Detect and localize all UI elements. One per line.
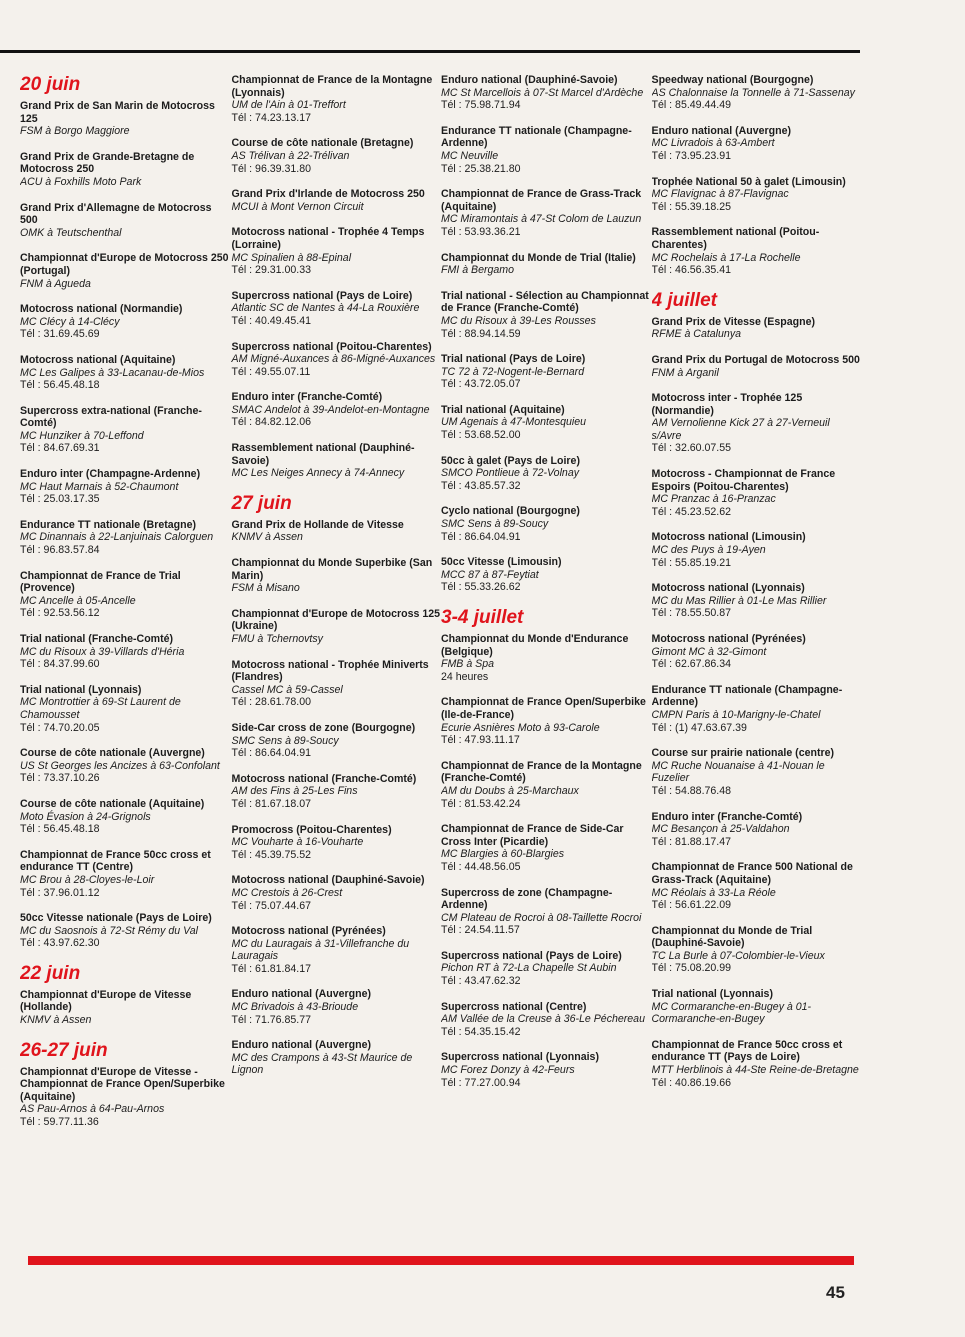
event-title: Grand Prix d'Allemagne de Motocross 500 (20, 201, 212, 227)
event-phone: Tél : 61.81.84.17 (231, 962, 312, 975)
event-organizer: MC Vouharte à 16-Vouharte (231, 836, 364, 849)
event-entry (441, 353, 652, 391)
event-title: Championnat d'Europe de Vitesse (Hollande) (20, 988, 192, 1014)
event-title: Motocross national (Normandie) (20, 303, 183, 316)
event-organizer: MC Crestois à 26-Crest (231, 886, 343, 899)
event-title: Grand Prix d'Irlande de Motocross 250 (231, 188, 425, 201)
event-title: Enduro inter (Champagne-Ardenne) (20, 468, 201, 481)
event-phone: Tél : 77.27.00.94 (441, 1076, 521, 1089)
event-title: Trial national (Franche-Comté) (20, 633, 174, 645)
event-entry (20, 912, 231, 950)
event-phone: Tél : 28.61.78.00 (231, 696, 312, 709)
event-title: Supercross national (Poitou-Charentes) (231, 340, 432, 353)
event-title: Championnat de France 50cc cross et endurance TT (Pays de Loire) (651, 1038, 843, 1064)
event-entry (232, 824, 442, 862)
event-entry (652, 811, 863, 849)
event-entry (232, 442, 442, 480)
event-entry (652, 633, 863, 671)
event-title: Grand Prix de Hollande de Vitesse (231, 518, 404, 531)
event-phone: Tél : 54.88.76.48 (651, 784, 732, 797)
event-title: Speedway national (Bourgogne) (651, 74, 814, 86)
event-phone: Tél : 47.93.11.17 (441, 734, 520, 747)
event-title: Grand Prix de San Marin de Motocross 125 (20, 100, 215, 125)
event-title: Trophée National 50 à galet (Limousin) (651, 175, 846, 188)
event-title: Championnat de France de la Montagne (Franche-Comté) (441, 759, 642, 785)
event-title: Course de côte nationale (Aquitaine) (20, 797, 205, 810)
event-entry (652, 531, 863, 569)
event-phone: Tél : 78.55.50.87 (651, 607, 732, 620)
event-phone: Tél : (1) 47.63.67.39 (651, 721, 747, 734)
event-title: Championnat d'Europe de Motocross 250 (Portugal) (20, 252, 229, 277)
event-organizer: CM Plateau de Rocroi à 08-Taillette Rocroi (441, 911, 642, 924)
event-entry (232, 659, 442, 709)
event-organizer: Cassel MC à 59-Cassel (231, 683, 343, 696)
event-organizer: MC Cormaranche-en-Bugey à 01-Cormaranche-en-Bugey (651, 1000, 812, 1026)
event-organizer: FNM à Agueda (20, 277, 91, 290)
event-title: Enduro inter (Franche-Comté) (651, 810, 803, 823)
event-title: 50cc Vitesse (Limousin) (441, 556, 562, 569)
event-organizer: MC Rochelais à 17-La Rochelle (651, 251, 801, 264)
event-title: Championnat du Monde Superbike (San Marin) (231, 557, 433, 582)
event-entry (441, 74, 652, 112)
event-phone: Tél : 55.85.19.21 (651, 556, 732, 569)
event-title: Championnat de France 500 National de Grass-Track (Aquitaine) (651, 861, 853, 886)
event-phone: Tél : 56.45.48.18 (20, 823, 100, 836)
event-phone: Tél : 40.86.19.66 (651, 1076, 732, 1089)
event-entry (441, 1051, 652, 1089)
event-organizer: ACU à Foxhills Moto Park (20, 175, 142, 188)
event-entry (441, 760, 652, 810)
event-organizer: MC Brou à 28-Cloyes-le-Loir (20, 873, 155, 886)
date-heading: 20 juin (20, 74, 81, 95)
event-phone: Tél : 54.35.15.42 (441, 1025, 521, 1038)
event-title: Championnat de France Open/Superbike (Ile-de-France) (441, 696, 646, 721)
event-organizer: FSM à Borgo Maggiore (20, 125, 130, 138)
event-phone: 24 heures (441, 670, 489, 683)
event-title: Motocross inter - Trophée 125 (Normandie) (651, 392, 803, 417)
event-entry (20, 633, 231, 671)
event-title: Motocross - Championnat de France Espoirs (Poitou-Charentes) (651, 468, 836, 493)
event-title: Supercross national (Lyonnais) (441, 1051, 599, 1064)
event-entry (232, 1039, 442, 1077)
top-rule (0, 50, 860, 53)
event-organizer: MC Brivadois à 43-Brioude (231, 1001, 359, 1014)
event-entry (20, 684, 231, 734)
event-organizer: MC Pranzac à 16-Pranzac (651, 493, 776, 506)
event-entry (441, 188, 652, 238)
date-heading: 27 juin (231, 492, 292, 514)
event-entry (20, 100, 231, 138)
event-entry (441, 455, 652, 493)
event-organizer: MC Flavignac à 87-Flavignac (651, 188, 789, 201)
event-title: Course de côte nationale (Bretagne) (231, 137, 414, 150)
event-title: Supercross national (Centre) (441, 1000, 587, 1013)
event-phone: Tél : 53.93.36.21 (441, 225, 521, 238)
event-organizer: Gimont MC à 32-Gimont (651, 645, 767, 658)
event-phone: Tél : 81.53.42.24 (441, 797, 521, 810)
event-entry (652, 925, 863, 975)
event-organizer: SMAC Andelot à 39-Andelot-en-Montagne (231, 403, 430, 416)
column-2 (231, 74, 442, 1254)
event-organizer: MTT Herblinois à 44-Ste Reine-de-Bretagne (651, 1064, 859, 1077)
event-phone: Tél : 74.70.20.05 (20, 721, 100, 734)
event-title: Trial national (Pays de Loire) (441, 353, 586, 366)
event-phone: Tél : 96.39.31.80 (231, 162, 312, 175)
event-organizer: FMI à Bergamo (441, 264, 515, 277)
event-title: Championnat d'Europe de Motocross 125 (Ukraine) (231, 607, 441, 633)
event-title: Motocross national (Pyrénées) (231, 925, 386, 938)
event-phone: Tél : 32.60.07.55 (651, 442, 732, 455)
event-title: Championnat du Monde de Trial (Italie) (441, 251, 636, 264)
event-title: Rassemblement national (Poitou-Charentes) (651, 226, 820, 251)
event-organizer: MC Hunziker à 70-Leffond (20, 429, 144, 442)
event-title: Endurance TT nationale (Bretagne) (20, 518, 196, 531)
event-entry (652, 125, 863, 163)
event-title: Grand Prix de Vitesse (Espagne) (651, 315, 815, 328)
event-phone: Tél : 46.56.35.41 (651, 264, 732, 277)
event-phone: Tél : 43.85.57.32 (441, 479, 521, 492)
event-organizer: AM Vallée de la Creuse à 36-Le Péchereau (441, 1013, 645, 1026)
event-phone: Tél : 31.69.45.69 (20, 328, 100, 341)
event-title: Supercross de zone (Champagne-Ardenne) (441, 886, 613, 912)
event-title: Endurance TT nationale (Champagne-Ardenne) (651, 683, 843, 709)
event-title: Promocross (Poitou-Charentes) (231, 823, 392, 836)
event-entry (652, 354, 863, 379)
event-entry (232, 137, 442, 175)
event-organizer: Moto Évasion à 24-Grignols (20, 810, 151, 823)
event-entry (20, 405, 231, 455)
event-phone: Tél : 85.49.44.49 (651, 99, 732, 112)
event-phone: Tél : 25.38.21.80 (441, 162, 521, 175)
event-title: Trial national (Aquitaine) (441, 403, 565, 416)
event-organizer: MC Les Neiges Annecy à 74-Annecy (231, 467, 405, 480)
event-entry (232, 226, 442, 276)
event-entry (232, 74, 442, 124)
event-title: Motocross national (Dauphiné-Savoie) (231, 874, 425, 887)
event-organizer: MC Besançon à 25-Valdahon (651, 823, 790, 836)
event-title: Championnat de France de la Montagne (Lyonnais) (231, 74, 433, 99)
date-heading: 3-4 juillet (441, 607, 524, 628)
event-organizer: MC Livradois à 63-Ambert (651, 137, 775, 150)
event-title: Motocross national (Franche-Comté) (231, 772, 417, 785)
event-title: Championnat de France de Trial (Provence) (20, 569, 181, 595)
event-entry (232, 874, 442, 912)
event-phone: Tél : 49.55.07.11 (231, 365, 311, 378)
event-phone: Tél : 44.48.56.05 (441, 860, 521, 873)
event-phone: Tél : 75.08.20.99 (651, 962, 732, 975)
event-organizer: MC Ruche Nouanaise à 41-Nouan le Fuzelier (651, 759, 825, 785)
event-entry (441, 252, 652, 277)
event-entry (652, 582, 863, 620)
event-organizer: MC du Saosnois à 72-St Rémy du Val (20, 924, 199, 937)
column-4 (652, 74, 863, 1254)
event-title: 50cc Vitesse nationale (Pays de Loire) (20, 912, 212, 925)
event-phone: Tél : 53.68.52.00 (441, 429, 521, 442)
event-organizer: UM Agenais à 47-Montesquieu (441, 416, 587, 429)
event-phone: Tél : 55.39.18.25 (651, 200, 732, 213)
event-title: Motocross national - Trophée Miniverts (Flandres) (231, 658, 429, 684)
event-entry (20, 303, 231, 341)
event-phone: Tél : 73.37.10.26 (20, 772, 100, 785)
event-organizer: MC Ancelle à 05-Ancelle (20, 594, 136, 607)
event-entry (441, 556, 652, 594)
event-entry (232, 557, 442, 595)
event-entry (20, 151, 231, 189)
event-entry (652, 74, 863, 112)
event-entry (232, 722, 442, 760)
event-entry (441, 1001, 652, 1039)
event-phone: Tél : 37.96.01.12 (20, 886, 100, 899)
event-organizer: AM du Doubs à 25-Marchaux (441, 784, 579, 797)
event-organizer: UM de l'Ain à 01-Treffort (231, 99, 346, 112)
event-organizer: MC Forez Donzy à 42-Feurs (441, 1064, 575, 1077)
event-entry (441, 290, 652, 340)
event-title: Side-Car cross de zone (Bourgogne) (231, 721, 416, 734)
event-entry (652, 176, 863, 214)
event-phone: Tél : 96.83.57.84 (20, 544, 100, 557)
event-phone: Tél : 62.67.86.34 (651, 658, 732, 671)
event-entry (652, 316, 863, 341)
date-heading: 26-27 juin (20, 1039, 108, 1061)
event-entry (232, 608, 442, 646)
event-phone: Tél : 43.97.62.30 (20, 937, 100, 950)
event-organizer: Atlantic SC de Nantes à 44-La Rouxière (231, 302, 420, 315)
event-organizer: Pichon RT à 72-La Chapelle St Aubin (441, 962, 617, 975)
event-phone: Tél : 75.07.44.67 (231, 899, 312, 912)
event-entry (652, 988, 863, 1026)
event-organizer: Ecurie Asnières Moto à 93-Carole (441, 721, 600, 734)
event-title: Motocross national (Pyrénées) (651, 633, 806, 645)
event-organizer: MC du Mas Rillier à 01-Le Mas Rillier (651, 594, 827, 607)
event-title: Championnat de France de Side-Car Cross Inter (Picardie) (441, 823, 624, 848)
event-phone: Tél : 81.88.17.47 (651, 835, 732, 848)
column-3 (441, 74, 652, 1254)
event-organizer: MC Réolais à 33-La Réole (651, 886, 776, 899)
event-title: Enduro national (Dauphiné-Savoie) (441, 74, 618, 86)
event-phone: Tél : 75.98.71.94 (441, 99, 521, 112)
event-entry (232, 988, 442, 1026)
event-organizer: SMC Sens à 89-Soucy (231, 734, 339, 747)
event-organizer: AS Trélivan à 22-Trélivan (231, 149, 350, 162)
event-organizer: MC Dinannais à 22-Lanjuinais Calorguen (20, 531, 214, 544)
event-title: Motocross national (Limousin) (651, 531, 806, 544)
date-heading: 22 juin (20, 962, 81, 984)
event-phone: Tél : 59.77.11.36 (20, 1116, 99, 1129)
event-entry (441, 823, 652, 873)
event-phone: Tél : 24.54.11.57 (441, 924, 520, 937)
event-entry (441, 404, 652, 442)
event-organizer: MC du Risoux à 39-Les Rousses (441, 314, 596, 327)
event-title: Grand Prix du Portugal de Motocross 500 (651, 353, 860, 366)
event-phone: Tél : 25.03.17.35 (20, 493, 100, 506)
event-entry (652, 684, 863, 734)
event-organizer: SMC Sens à 89-Soucy (441, 518, 549, 531)
event-organizer: FSM à Misano (231, 582, 300, 595)
event-title: Supercross national (Pays de Loire) (231, 289, 413, 302)
event-organizer: MC St Marcellois à 07-St Marcel d'Ardèche (441, 86, 644, 99)
event-entry (652, 861, 863, 911)
event-entry (441, 125, 652, 175)
event-title: Trial national (Lyonnais) (651, 988, 773, 1001)
event-organizer: FMB à Spa (441, 658, 495, 671)
event-entry (20, 747, 231, 785)
event-organizer: FMU à Tchernovtsy (231, 633, 323, 645)
event-entry (441, 950, 652, 988)
event-phone: Tél : 56.45.48.18 (20, 379, 100, 392)
event-phone: Tél : 86.64.04.91 (441, 530, 521, 543)
bottom-red-bar (28, 1256, 854, 1265)
event-organizer: AM Migné-Auxances à 86-Migné-Auxances (231, 353, 436, 366)
event-title: Enduro national (Auvergne) (231, 1039, 371, 1052)
event-organizer: TC La Burle à 07-Colombier-le-Vieux (651, 949, 825, 962)
event-organizer: SMCO Pontlieue à 72-Volnay (441, 467, 580, 480)
event-phone: Tél : 74.23.13.17 (231, 111, 312, 124)
event-entry (441, 696, 652, 746)
event-title: Championnat de France 50cc cross et endurance TT (Centre) (20, 848, 211, 874)
event-phone: Tél : 84.67.69.31 (20, 442, 100, 455)
event-title: Endurance TT nationale (Champagne-Ardenne) (441, 124, 632, 150)
event-entry (652, 1039, 863, 1089)
event-phone: Tél : 73.95.23.91 (651, 149, 732, 162)
event-entry (232, 341, 442, 379)
event-title: Rassemblement national (Dauphiné-Savoie) (231, 442, 415, 467)
event-title: Cyclo national (Bourgogne) (441, 505, 580, 518)
event-organizer: AS Pau-Arnos à 64-Pau-Arnos (20, 1103, 165, 1116)
event-entry (20, 989, 231, 1027)
event-organizer: MC Neuville (441, 149, 499, 162)
event-organizer: KNMV à Assen (231, 531, 303, 544)
event-title: Motocross national (Lyonnais) (651, 582, 805, 595)
event-title: Enduro inter (Franche-Comté) (231, 391, 383, 404)
column-1 (20, 74, 231, 1254)
event-title: Course de côte nationale (Auvergne) (20, 747, 205, 760)
event-phone: Tél : 71.76.85.77 (231, 1013, 312, 1026)
event-title: Enduro national (Auvergne) (231, 988, 371, 1001)
event-entry (652, 226, 863, 276)
event-entry (20, 570, 231, 620)
event-organizer: MC Spinalien à 88-Epinal (231, 251, 352, 264)
event-title: Championnat du Monde d'Endurance (Belgique) (441, 633, 629, 658)
event-organizer: AM des Fins à 25-Les Fins (231, 785, 358, 798)
event-entry (232, 188, 442, 213)
event-entry (232, 391, 442, 429)
event-entry (441, 505, 652, 543)
event-organizer: MC des Crampons à 43-St Maurice de Lignon (231, 1051, 413, 1077)
event-entry (441, 887, 652, 937)
event-entry (20, 849, 231, 899)
event-organizer: KNMV à Assen (20, 1014, 92, 1027)
event-title: Course sur prairie nationale (centre) (651, 747, 835, 760)
event-organizer: AM Vernolienne Kick 27 à 27-Verneuil s/Avre (651, 417, 830, 442)
event-entry (20, 354, 231, 392)
event-phone: Tél : 45.23.52.62 (651, 505, 732, 518)
event-entry (232, 290, 442, 328)
event-organizer: RFME à Catalunya (651, 328, 742, 341)
event-entry (20, 468, 231, 506)
event-title: Motocross national - Trophée 4 Temps (Lorraine) (231, 226, 425, 251)
event-phone: Tél : 88.94.14.59 (441, 327, 521, 340)
event-title: Trial national (Lyonnais) (20, 683, 142, 696)
event-organizer: FNM à Arganil (651, 366, 719, 379)
event-organizer: MC Miramontais à 47-St Colom de Lauzun (441, 213, 642, 226)
event-organizer: MC du Risoux à 39-Villards d'Héria (20, 645, 185, 658)
event-organizer: MC Haut Marnais à 52-Chaumont (20, 480, 179, 493)
event-phone: Tél : 40.49.45.41 (231, 314, 312, 327)
event-organizer: MCUI à Mont Vernon Circuit (231, 200, 364, 213)
event-phone: Tél : 43.47.62.32 (441, 975, 521, 988)
event-entry (232, 773, 442, 811)
event-title: Enduro national (Auvergne) (651, 124, 792, 137)
event-title: Trial national - Sélection au Championnat de France (Franche-Comté) (441, 289, 649, 315)
event-phone: Tél : 81.67.18.07 (231, 797, 312, 810)
event-phone: Tél : 56.61.22.09 (651, 899, 732, 912)
event-title: Supercross national (Pays de Loire) (441, 949, 622, 962)
event-entry (232, 925, 442, 975)
event-organizer: MC des Puys à 19-Ayen (651, 544, 766, 557)
event-organizer: US St Georges les Ancizes à 63-Confolant (20, 759, 220, 772)
event-organizer: AS Chalonnaise la Tonnelle à 71-Sassenay (651, 86, 855, 99)
event-entry (20, 1066, 231, 1129)
event-organizer: MCC 87 à 87-Feytiat (441, 568, 539, 581)
event-title: Supercross extra-national (Franche-Comté) (20, 404, 202, 430)
event-phone: Tél : 43.72.05.07 (441, 378, 521, 391)
event-phone: Tél : 55.33.26.62 (441, 581, 521, 594)
event-title: Championnat du Monde de Trial (Dauphiné-Savoie) (651, 924, 813, 950)
event-title: 50cc à galet (Pays de Loire) (441, 454, 580, 467)
event-organizer: OMK à Teutschenthal (20, 226, 122, 239)
event-organizer: MC Blargies à 60-Blargies (441, 848, 565, 861)
event-entry (20, 252, 231, 290)
event-phone: Tél : 29.31.00.33 (231, 264, 312, 277)
event-entry (20, 798, 231, 836)
event-phone: Tél : 45.39.75.52 (231, 848, 312, 861)
event-entry (652, 468, 863, 518)
event-entry (441, 633, 652, 683)
calendar-columns (20, 74, 862, 1254)
page-number: 45 (826, 1283, 845, 1302)
event-title: Motocross national (Aquitaine) (20, 353, 176, 366)
event-entry (20, 202, 231, 240)
event-phone: Tél : 92.53.56.12 (20, 607, 100, 620)
event-entry (652, 747, 863, 797)
event-title: Grand Prix de Grande-Bretagne de Motocross 250 (20, 150, 195, 176)
event-phone: Tél : 84.37.99.60 (20, 658, 100, 671)
event-phone: Tél : 84.82.12.06 (231, 416, 312, 429)
date-heading: 4 juillet (651, 289, 717, 311)
event-organizer: MC Les Galipes à 33-Lacanau-de-Mios (20, 366, 205, 379)
event-entry (20, 519, 231, 557)
event-organizer: MC Clécy à 14-Clécy (20, 315, 120, 328)
event-organizer: TC 72 à 72-Nogent-le-Bernard (441, 365, 585, 378)
event-entry (652, 392, 863, 455)
event-phone: Tél : 86.64.04.91 (231, 747, 312, 760)
event-organizer: MC du Lauragais à 31-Villefranche du Lauragais (231, 937, 410, 963)
event-entry (232, 519, 442, 544)
event-organizer: MC Montrottier à 69-St Laurent de Chamousset (20, 696, 181, 721)
event-organizer: CMPN Paris à 10-Marigny-le-Chatel (651, 708, 821, 721)
event-title: Championnat d'Europe de Vitesse - Championnat de France Open/Superbike (Aquitaine) (20, 1065, 225, 1103)
event-title: Championnat de France de Grass-Track (Aquitaine) (441, 188, 642, 213)
